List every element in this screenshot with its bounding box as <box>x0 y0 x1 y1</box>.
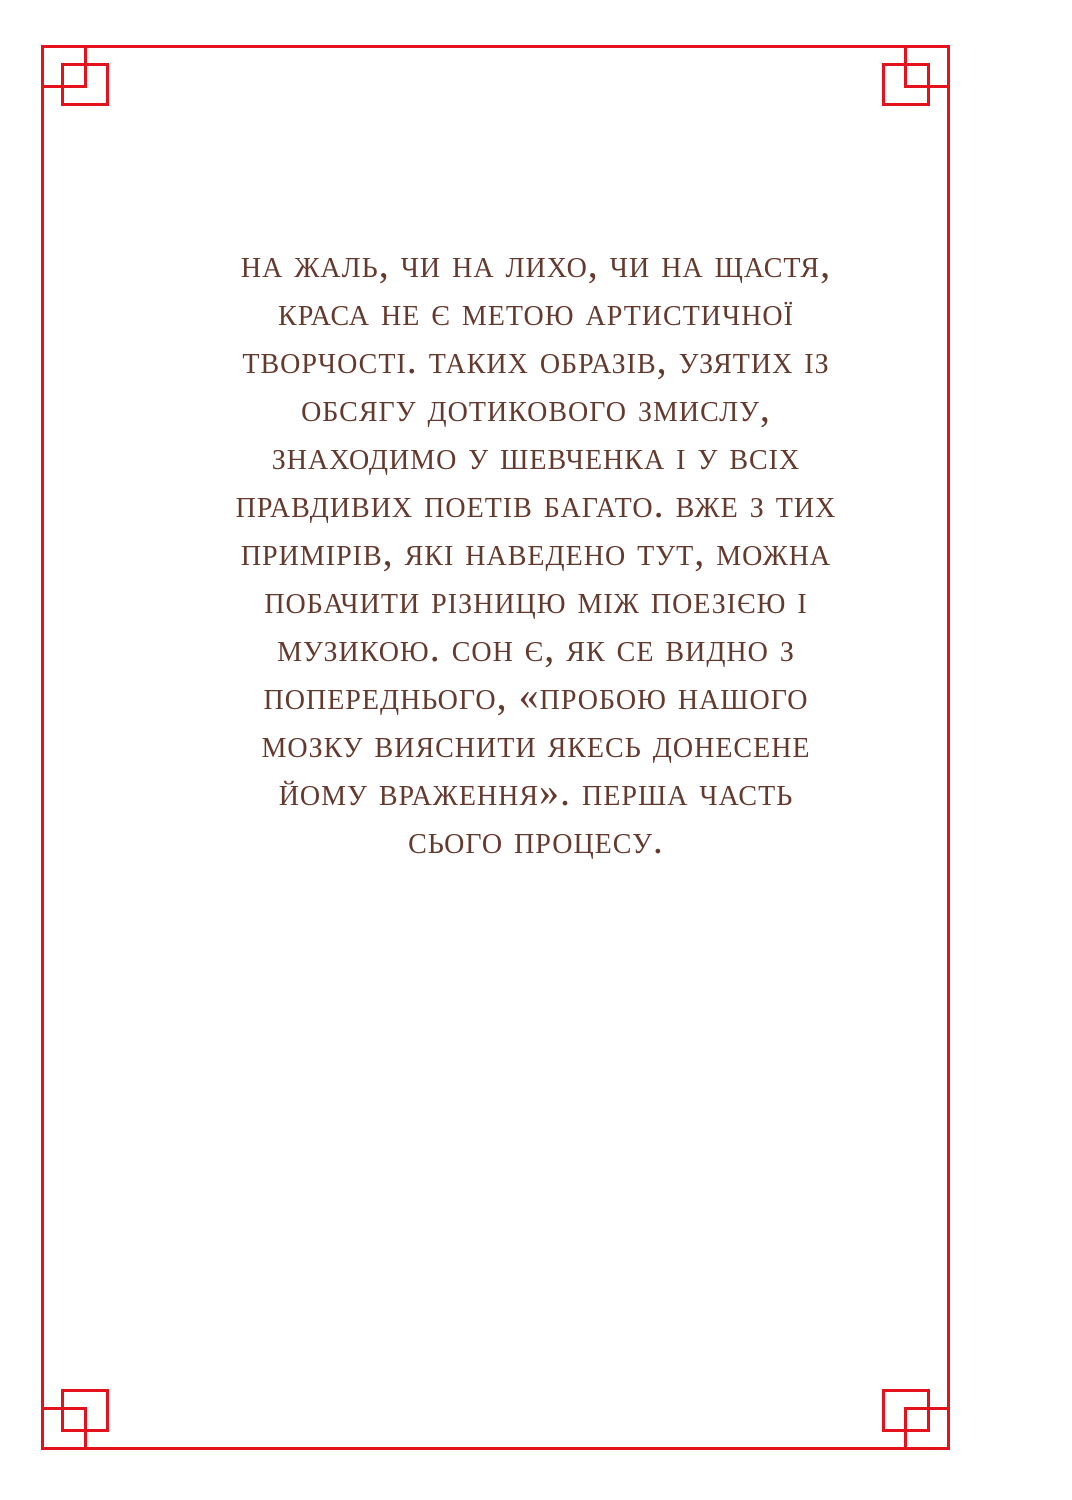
paragraph-line: йому враження». перша часть <box>278 769 794 814</box>
paragraph-line: знаходимо у шевченка і у всіх <box>271 433 801 478</box>
paragraph-line: правдивих поетів багато. вже з тих <box>235 481 837 526</box>
paragraph-line: сього процесу. <box>408 817 664 862</box>
paragraph-line: краса не є метою артистичної <box>278 289 794 334</box>
paragraph-line: мозку вияснити якесь донесене <box>261 721 811 766</box>
corner-ornament-bottom-left <box>41 1388 109 1450</box>
paragraph-line: побачити різницю між поезією і <box>264 577 808 622</box>
paragraph-line: примірів, які наведено тут, можна <box>240 529 832 574</box>
ornament-square-inner <box>61 63 109 106</box>
ornament-square-inner <box>882 63 930 106</box>
paragraph-line: творчості. таких образів, узятих із <box>242 337 830 382</box>
corner-ornament-bottom-right <box>882 1388 950 1450</box>
paragraph-line: обсягу дотикового змислу, <box>301 385 771 430</box>
ornament-square-inner <box>61 1389 109 1432</box>
paragraph-line: попереднього, «пробою нашого <box>263 673 809 718</box>
corner-ornament-top-left <box>41 45 109 107</box>
paragraph-line: на жаль, чи на лихо, чи на щастя, <box>240 241 832 286</box>
paragraph-line: музикою. сон є, як се видно з <box>277 625 795 670</box>
corner-ornament-top-right <box>882 45 950 107</box>
ornament-square-inner <box>882 1389 930 1432</box>
quote-paragraph <box>0 240 1072 864</box>
